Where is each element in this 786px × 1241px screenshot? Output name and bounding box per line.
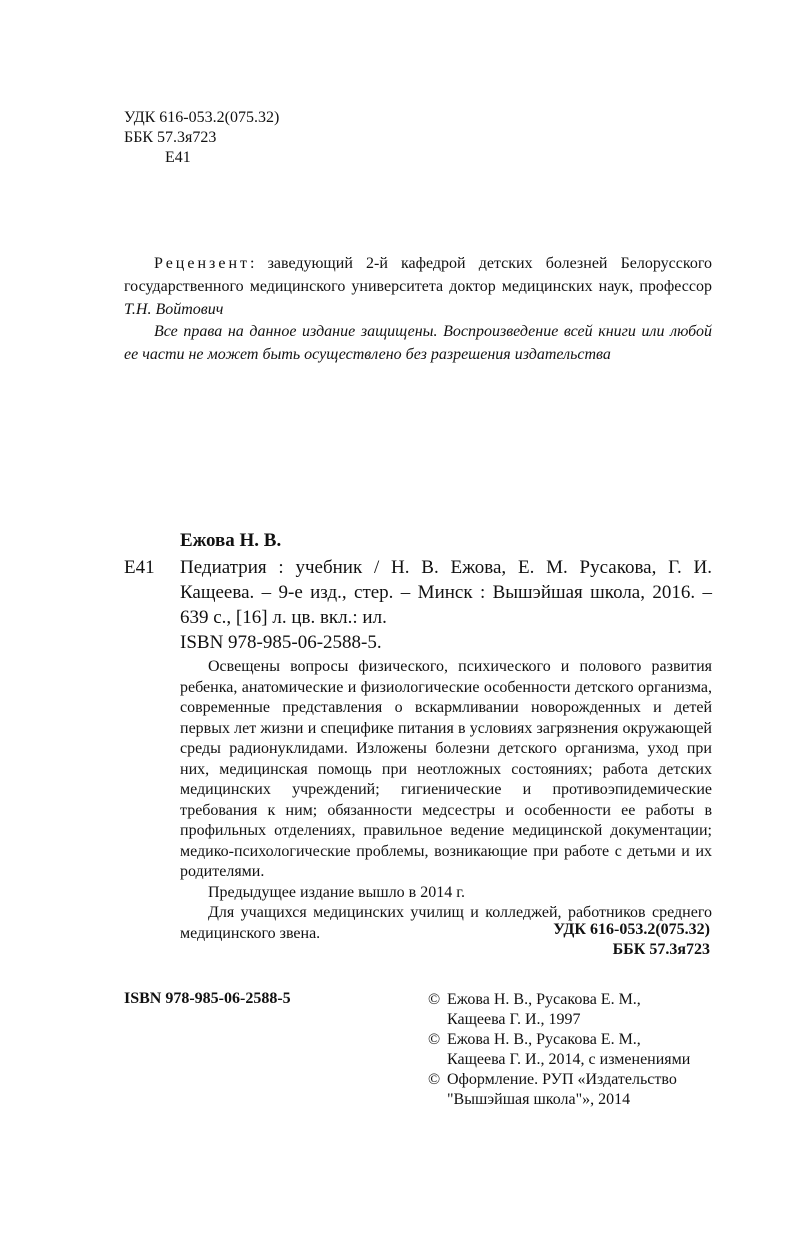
udk-code: УДК 616-053.2(075.32) <box>124 109 280 126</box>
copyright-2-line-2: Кащеева Г. И., 2014, с изменениями <box>447 1051 691 1068</box>
udk-header-block <box>124 108 279 168</box>
bibliographic-description <box>180 555 712 655</box>
abstract-paragraph-1: Освещены вопросы физического, психического и полового развития ребенка, анатомические и физиологические особенности детского организма, современные представления о вскармливании новорожденных и детей первых лет жизни и специфике питания в условиях загрязнения окружающей среды радионуклидами. Изложены болезни детского организма, уход при них, медицинская помощь при неотложных состояниях; работа детских медицинских учреждений; гигиенические и противоэпидемические требования к ним; обязанности медсестры и особенности ее работы в профильных отделениях, правильное ведение медицинской документации; медико-психологические проблемы, возникающие при работе с детьми и их родителями. <box>180 658 712 880</box>
reviewer-label: Рецензент <box>154 255 250 272</box>
abstract-paragraph-3: Для учащихся медицинских училищ и колледжей, работников среднего медицинского звена. <box>180 904 712 942</box>
catalog-code: Е41 <box>124 557 155 578</box>
copyright-icon: © <box>428 1071 441 1088</box>
classification-udk: УДК 616-053.2(075.32) <box>553 921 710 938</box>
reviewer-name: Т.Н. Войтович <box>124 301 224 318</box>
copyright-3-line-1: Оформление. РУП «Издательство <box>447 1071 677 1088</box>
rights-text: Все права на данное издание защищены. Воспроизведение всей книги или любой ее части не может быть осуществлено без разрешения издательства <box>124 323 712 363</box>
bbk-code: ББК 57.3я723 <box>124 129 217 146</box>
reviewer-text: : заведующий 2-й кафедрой детских болезней Белорусского государственного медицинского университета доктор медицинских наук, профессор <box>124 255 712 295</box>
abstract-paragraph-2: Предыдущее издание вышло в 2014 г. <box>208 883 465 901</box>
copyright-3-line-2: "Вышэйшая школа"», 2014 <box>447 1091 631 1108</box>
author-sign-code: Е41 <box>165 149 191 166</box>
biblio-isbn: ISBN 978-985-06-2588-5. <box>180 632 382 653</box>
catalog-author: Ежова Н. В. <box>180 530 282 551</box>
rights-notice <box>124 320 712 366</box>
classification-block <box>553 920 710 960</box>
copyright-icon: © <box>428 991 441 1008</box>
abstract <box>180 657 712 944</box>
copyright-2-line-1: Ежова Н. В., Русакова Е. М., <box>447 1031 641 1048</box>
reviewer-note <box>124 252 712 321</box>
biblio-text: Педиатрия : учебник / Н. В. Ежова, Е. М. Русакова, Г. И. Кащеева. – 9-е изд., стер. – Минск : Вышэйшая школа, 2016. – 639 с., [16] л. цв. вкл.: ил. <box>180 557 712 628</box>
copyright-block <box>428 990 690 1110</box>
isbn-bottom: ISBN 978-985-06-2588-5 <box>124 990 291 1007</box>
copyright-1-line-2: Кащеева Г. И., 1997 <box>447 1011 581 1028</box>
classification-bbk: ББК 57.3я723 <box>612 941 710 958</box>
copyright-icon: © <box>428 1031 441 1048</box>
copyright-1-line-1: Ежова Н. В., Русакова Е. М., <box>447 991 641 1008</box>
